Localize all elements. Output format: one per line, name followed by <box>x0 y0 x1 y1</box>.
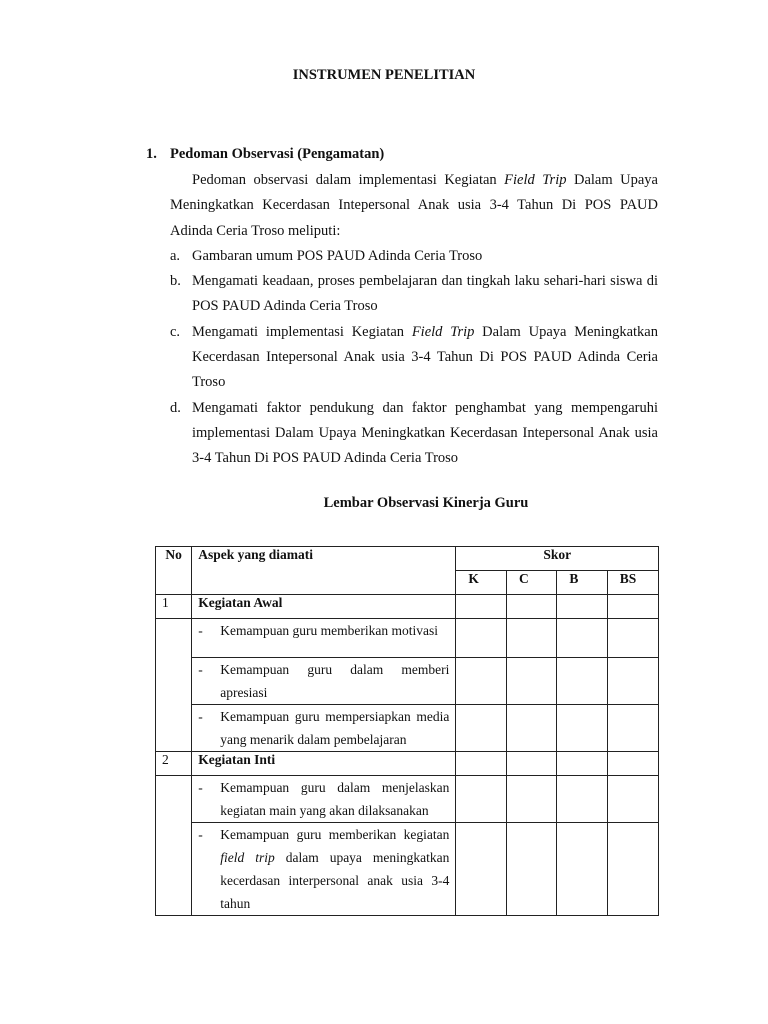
row-number: 1 <box>156 595 192 619</box>
aspect-cell <box>192 823 456 916</box>
skor-cell <box>456 619 507 658</box>
intro-text-1: Pedoman observasi dalam implementasi Kegiatan <box>192 172 505 188</box>
table-row <box>156 776 659 823</box>
dash: - <box>198 780 203 795</box>
skor-cell <box>607 752 658 776</box>
header-skor: Skor <box>456 547 659 571</box>
aspect-text: Kemampuan guru dalam menjelaskan kegiatan main yang akan dilaksanakan <box>220 780 450 818</box>
section-heading-text: Pedoman Observasi (Pengamatan) <box>170 146 385 162</box>
skor-cell <box>607 595 658 619</box>
list-item-b <box>170 269 658 320</box>
section-heading <box>146 143 658 165</box>
skor-cell <box>456 752 507 776</box>
table-row <box>156 658 659 705</box>
row-number: 2 <box>156 752 192 776</box>
aspect-cell <box>192 658 456 705</box>
row-number-empty <box>156 619 192 752</box>
table-row <box>156 619 659 658</box>
table-title: Lembar Observasi Kinerja Guru <box>323 495 529 511</box>
header-no: No <box>156 547 192 595</box>
skor-cell <box>557 658 607 705</box>
list-text: Mengamati faktor pendukung dan faktor penghambat yang mempengaruhi implementasi Dalam Upaya Meningkatkan Kecerdasan Intepersonal Anak usia 3-4 Tahun Di POS PAUD Adinda Ceria Troso <box>192 399 658 467</box>
intro-text-2: Dalam Upaya Meningkatkan Kecerdasan Intepersonal Anak usia 3-4 Tahun Di POS PAUD Adinda Ceria Troso meliputi: <box>170 172 658 239</box>
dash: - <box>198 709 203 724</box>
aspect-text: Kemampuan guru mempersiapkan media yang menarik dalam pembelajaran <box>220 709 450 747</box>
skor-cell <box>557 595 607 619</box>
list-text-italic: Field Trip <box>411 323 475 340</box>
list-label: d. <box>170 399 181 416</box>
skor-cell <box>506 619 556 658</box>
list-item-a <box>170 244 658 269</box>
skor-cell <box>607 619 658 658</box>
table-row <box>156 705 659 752</box>
list-label: b. <box>170 273 181 290</box>
list-text-part: Mengamati implementasi Kegiatan <box>192 323 412 340</box>
aspect-text-italic: field trip <box>220 850 275 865</box>
header-skor-bs: BS <box>607 571 658 595</box>
skor-cell <box>456 658 507 705</box>
aspect-text-part: Kemampuan guru memberikan kegiatan <box>220 827 450 842</box>
aspect-cell <box>192 705 456 752</box>
list-text <box>192 320 658 396</box>
skor-cell <box>506 823 556 916</box>
section-body <box>170 168 658 472</box>
skor-cell <box>557 776 607 823</box>
skor-cell <box>456 595 507 619</box>
table-header-row <box>156 547 659 571</box>
list-label: c. <box>170 323 181 340</box>
skor-cell <box>557 619 607 658</box>
table-row <box>156 823 659 916</box>
row-number-empty <box>156 776 192 916</box>
list-text: Gambaran umum POS PAUD Adinda Ceria Troso <box>192 247 483 264</box>
dash: - <box>198 827 203 842</box>
skor-cell <box>456 776 507 823</box>
aspect-cell <box>192 619 456 658</box>
list-label: a. <box>170 247 181 264</box>
aspect-cell <box>192 776 456 823</box>
section-number: 1. <box>146 146 157 162</box>
dash: - <box>198 623 203 638</box>
table-row-group-2 <box>156 752 659 776</box>
header-skor-b: B <box>557 571 607 595</box>
document-title: INSTRUMEN PENELITIAN <box>292 67 476 83</box>
group-title: Kegiatan Awal <box>192 595 456 619</box>
section-observation-guide <box>146 143 658 472</box>
skor-cell <box>506 595 556 619</box>
skor-cell <box>607 658 658 705</box>
header-skor-k: K <box>456 571 507 595</box>
dash: - <box>198 662 203 677</box>
observation-table <box>155 546 659 916</box>
intro-italic: Field Trip <box>504 172 567 188</box>
list-item-c <box>170 320 658 396</box>
header-skor-c: C <box>506 571 556 595</box>
skor-cell <box>557 752 607 776</box>
aspect-text: Kemampuan guru memberikan motivasi <box>220 623 439 638</box>
skor-cell <box>607 823 658 916</box>
group-title: Kegiatan Inti <box>192 752 456 776</box>
skor-cell <box>506 776 556 823</box>
list-text-part: Dalam Upaya Meningkatkan Kecerdasan Intepersonal Anak usia 3-4 Tahun Di POS PAUD Adinda Ceria Troso <box>192 323 658 391</box>
skor-cell <box>557 705 607 752</box>
skor-cell <box>506 705 556 752</box>
aspect-text <box>220 823 449 915</box>
skor-cell <box>506 752 556 776</box>
skor-cell <box>557 823 607 916</box>
aspect-text: Kemampuan guru dalam memberi apresiasi <box>220 662 450 700</box>
skor-cell <box>506 658 556 705</box>
list-item-d <box>170 396 658 472</box>
list-text: Mengamati keadaan, proses pembelajaran dan tingkah laku sehari-hari siswa di POS PAUD Adinda Ceria Troso <box>192 273 658 315</box>
table-row-group-1 <box>156 595 659 619</box>
header-aspek: Aspek yang diamati <box>192 547 456 595</box>
aspect-text-part: dalam upaya meningkatkan kecerdasan interpersonal anak usia 3-4 tahun <box>220 850 450 911</box>
skor-cell <box>456 823 507 916</box>
skor-cell <box>456 705 507 752</box>
intro-paragraph <box>170 168 658 244</box>
skor-cell <box>607 776 658 823</box>
skor-cell <box>607 705 658 752</box>
